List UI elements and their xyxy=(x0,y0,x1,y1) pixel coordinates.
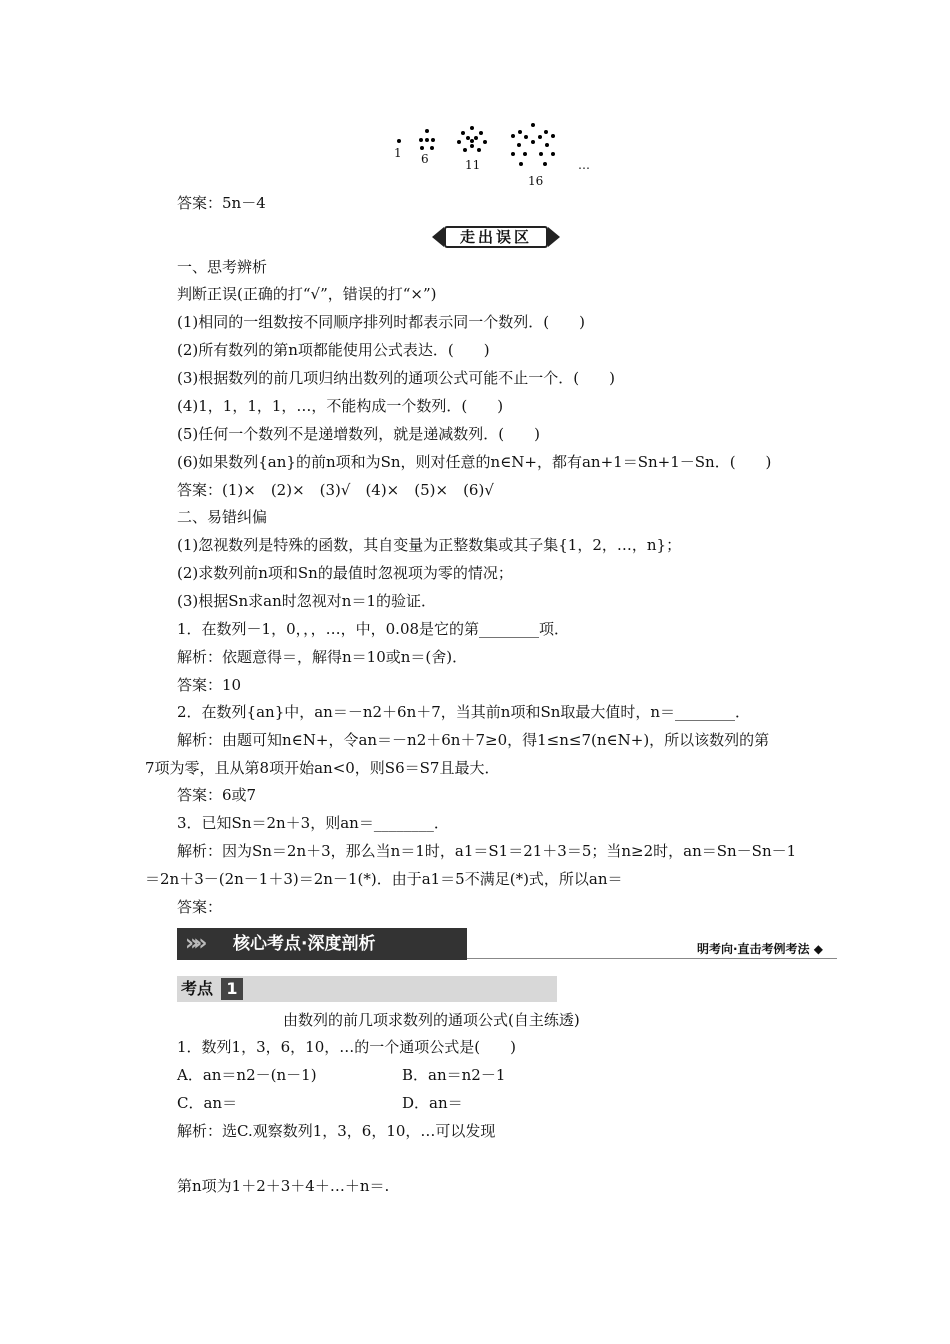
figure-label: … xyxy=(578,158,590,172)
figure-label: 11 xyxy=(465,158,481,172)
problem: 3．已知Sn＝2n＋3，则an＝________． xyxy=(177,814,449,832)
option-b: B．an＝n2－1 xyxy=(402,1066,506,1084)
problem: 1．在数列－1，0，，，…，中，0.08是它的第________项． xyxy=(177,620,570,638)
chevron-right-icon: »» xyxy=(185,931,202,956)
figure-label: 1 xyxy=(394,146,402,160)
kaodian-bar xyxy=(177,976,557,1002)
figure-label: 6 xyxy=(421,152,429,166)
section-banner xyxy=(432,224,560,250)
banner-title: 核心考点·深度剖析 xyxy=(233,934,376,954)
problem: 2．在数列{an}中，an＝－n2＋6n＋7，当其前n项和Sn取最大值时，n＝________． xyxy=(177,703,751,721)
answer-line: 答案：10 xyxy=(177,676,242,694)
answer-line: 答案：6或7 xyxy=(177,786,257,804)
solution: 解析：依题意得＝，解得n＝10或n＝(舍)． xyxy=(177,648,468,666)
question: (1)相同的一组数按不同顺序排列时都表示同一个数列．( ) xyxy=(177,313,585,331)
paragraph: (3)根据Sn求an时忽视对n＝1的验证． xyxy=(177,592,436,610)
banner-title: 走出误区 xyxy=(444,226,548,248)
section-heading: 二、易错纠偏 xyxy=(177,508,268,526)
dot-pattern-figure xyxy=(385,120,605,190)
solution: 解析：因为Sn＝2n＋3，那么当n＝1时，a1＝S1＝21＋3＝5；当n≥2时，an＝Sn－Sn－1 xyxy=(177,842,797,860)
option-a: A．an＝n2－(n－1) xyxy=(177,1066,317,1084)
solution: 解析：由题可知n∈N+，令an＝－n2＋6n＋7≥0，得1≤n≤7(n∈N+)，所以该数列的第 xyxy=(177,731,770,749)
arrow-left-icon xyxy=(432,227,444,247)
arrow-right-icon xyxy=(548,227,560,247)
answer-line: 答案：(1)× (2)× (3)√ (4)× (5)× (6)√ xyxy=(177,481,494,499)
problem: 1．数列1，3，6，10，…的一个通项公式是( ) xyxy=(177,1038,516,1056)
option-d: D．an＝ xyxy=(402,1094,463,1112)
kaodian-number: 1 xyxy=(221,978,243,1000)
solution: 第n项为1＋2＋3＋4＋…＋n＝. xyxy=(177,1177,390,1195)
question: (5)任何一个数列不是递增数列，就是递减数列．( ) xyxy=(177,425,540,443)
banner-tag: 明考向·直击考例考法 ◆ xyxy=(697,942,823,956)
paragraph: (2)求数列前n项和Sn的最值时忽视项为零的情况； xyxy=(177,564,513,582)
solution: 7项为零，且从第8项开始an<0，则S6＝S7且最大． xyxy=(145,759,500,777)
question: (6)如果数列{an}的前n项和为Sn，则对任意的n∈N+，都有an+1＝Sn+1－Sn．( ) xyxy=(177,453,772,471)
paragraph: 判断正误(正确的打“√”，错误的打“×”) xyxy=(177,285,437,303)
paragraph: (1)忽视数列是特殊的函数，其自变量为正整数集或其子集{1，2，…，n}； xyxy=(177,536,682,554)
solution: 解析：选C.观察数列1，3，6，10，…可以发现 xyxy=(177,1122,496,1140)
divider xyxy=(467,958,837,959)
figure-label: 16 xyxy=(528,174,544,188)
kaodian-label: 考点 xyxy=(181,979,214,998)
answer-line: 答案： xyxy=(177,898,223,916)
question: (4)1，1，1，1，…，不能构成一个数列．( ) xyxy=(177,397,504,415)
question: (2)所有数列的第n项都能使用公式表达．( ) xyxy=(177,341,490,359)
solution: ＝2n＋3－(2n－1＋3)＝2n－1(*)．由于a1＝5不满足(*)式，所以an＝ xyxy=(145,870,623,888)
question: (3)根据数列的前几项归纳出数列的通项公式可能不止一个．( ) xyxy=(177,369,615,387)
topic-title: 由数列的前几项求数列的通项公式(自主练透) xyxy=(283,1011,580,1029)
answer-line: 答案：5n－4 xyxy=(177,194,266,212)
banner-tag-text: 明考向·直击考例考法 xyxy=(697,942,810,956)
core-banner xyxy=(177,928,467,960)
section-heading: 一、思考辨析 xyxy=(177,258,268,276)
option-c: C．an＝ xyxy=(177,1094,238,1112)
